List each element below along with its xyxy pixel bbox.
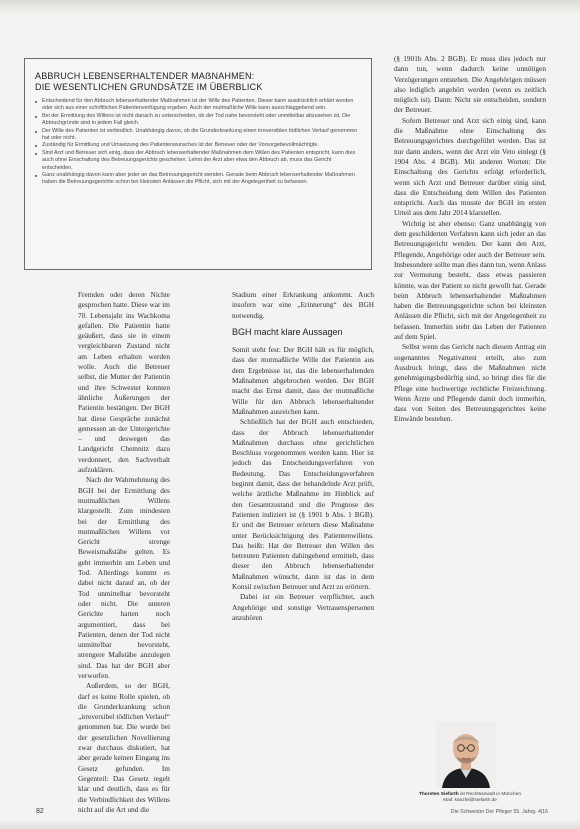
summary-box-title-line1: ABBRUCH LEBENSERHALTENDER MAẞNAHMEN: <box>35 71 255 81</box>
author-name: Thorsten Siefarth <box>418 792 459 797</box>
paragraph: Somit steht fest: Der BGH hält es für möglich, dass der mutmaßliche Wille der Patientin aus dem Ergebnisse ist, das die lebenserhaltenden Maßnahmen abgebrochen werden. Der BGH macht das Ernst damit, dass der mutmaßliche Wille für den Abbruch lebenserhaltender Maßnahmen ausreichen kann. <box>232 345 374 416</box>
summary-item: ■ Zuständig für Ermittlung und Umsetzung des Patientenwunsches ist der Betreuer oder der Vorsorgebevollmächtigte. <box>35 142 361 149</box>
author-caption <box>404 792 536 804</box>
author-photo <box>436 722 496 788</box>
author-contact: Mail: kanzlei@siefarth.de <box>443 798 497 804</box>
scan-shadow-bottom <box>0 819 580 829</box>
author-role: ist Rechtsanwalt in München <box>460 792 522 797</box>
paragraph: Fremden oder deren Nichte gesprochen hatte. Diese war im 70. Lebensjahr ins Wachkoma gefallen. Die Patientin hatte geäußert, dass sie in einem vergleichbaren Zustand nicht am Leben erhalten werden wolle. Auch die Betreuer selbst, die Mutter der Patientin und ihre Schwester konnten ähnliche Äußerungen der Patientin bestätigen. Der BGH hat diese Gespräche zunächst gemessen an der Untergerichte – und deswegen das Landgericht Chemnitz dazu verdonnert, den Sachverhalt aufzuklären. <box>78 290 170 475</box>
paragraph: (§ 1901b Abs. 2 BGB). Er muss dies jedoch nur dann tun, wenn dadurch keine unnötigen Verzögerungen entstehen. Die Angehörigen müssen also lediglich angehört werden (wenn es zeitlich möglich ist). Dann: Nicht sie entscheiden, sondern der Betreuer. <box>394 54 546 115</box>
paragraph: Schließlich hat der BGH auch entschieden, dass der Abbruch lebenserhaltender Maßnahmen durchaus ohne gerichtlichen Beschluss vorgenommen werden kann. Hier ist jedoch das Entscheidungsverfahren von Bedeutung. Das Entscheidungsverfahren beginnt damit, dass der behandelnde Arzt prüft, welche ärztliche Maßnahme im Hinblick auf den Gesamtzustand und die Prognose des Patienten indiziert ist (§ 1901 b Abs. 1 BGB). Er und der Betreuer erörtern diese Maßnahme unter Berücksichtigung des Patientenwillens. Das heißt: Hat der Betreuer den Willen des betreuten Patienten dahingehend ermittelt, dass dieser den Abbruch lebenserhaltender Maßnahmen wünscht, dann ist das in dem Konsil zwischen Betreuer und Arzt zu erörtern. <box>232 417 374 592</box>
summary-item: ■ Der Wille des Patienten ist verbindlich. Unabhängig davon, ob die Grunderkrankung einen irreversiblen tödlichen Verlauf genommen hat oder nicht. <box>35 128 361 143</box>
summary-item: ■ Entscheidend für den Abbruch lebenserhaltender Maßnahmen ist der Wille des Patienten. Dieser kann ausdrücklich erklärt worden oder sich aus einer schriftlichen Patientenverfügung ergeben. Auch der mutmaßliche Wille kann ausschlaggebend sein. <box>35 98 361 113</box>
article-column-2 <box>232 290 374 623</box>
summary-box-title-line2: DIE WESENTLICHEN GRUNDSÄTZE IM ÜBERBLICK <box>35 82 263 92</box>
summary-item: ■ Bei der Ermittlung des Willens ist nicht danach zu unterscheiden, ob der Tod nahe bevorsteht oder unmittelbar abzusehen ist. Die Abbruchgründe sind in jedem Fall gleich. <box>35 113 361 128</box>
section-heading: BGH macht klare Aussagen <box>232 326 343 337</box>
paragraph: Nach der Wahrnehmung des BGH bei der Ermittlung des mutmaßlichen Willens klargestellt. Zum mindesten bei der Ermittlung des mutmaßlichen Willens vor Gericht strenge Beweismaßstäbe gelten. Es geht immerhin um Leben und Tod. Allerdings kommt es dabei nicht darauf an, ob der Tod unmittelbar bevorsteht oder nicht. Die unteren Gerichte hatten noch argumentiert, dass bei Patienten, denen der Tod nicht unmittelbar bevorsteht, strengere Maßstäbe anzulegen sind. Das hat der BGH aber verworfen. <box>78 475 170 680</box>
paragraph: Sofern Betreuer und Arzt sich einig sind, kann die Maßnahme ohne Einschaltung des Betreuungsgerichtes durchgeführt werden. Das ist nur dann anders, wenn der Arzt ein Veto einlegt (§ 1904 Abs. 4 BGB). Mit anderen Worten: Die Einschaltung des Gerichts erfolgt erforderlich, wenn sich Arzt und Betreuer darüber einig sind, dass die Entscheidung dem Willen des Patienten entspricht. Auch das musste der BGH im ersten Urteil aus dem Jahr 2014 klarstellen. <box>394 115 546 218</box>
summary-list <box>35 98 361 187</box>
article-column-1 <box>78 290 170 815</box>
paragraph: Dabei ist ein Betreuer verpflichtet, auch Angehörige und sonstige Vertrauenspersonen anzuhören <box>232 592 374 622</box>
paragraph: Wichtig ist aber ebenso: Ganz unabhängig von dem geschilderten Verfahren kann sich jeder an das Betreuungsgericht wenden. Der kann den Arzt, Pflegende, Angehörige oder auch der Betreuer sein. Insbesondere sollte man dies dann tun, wenn Anlass zur Vermutung besteht, dass etwas passieren könnte, was der Patient so nicht gewollt hat. Gerade beim Abbruch lebenserhaltender Maßnahmen haben die Betreuungsgerichte schon bei kleinsten Anlässen die Pflicht, sich mit der Angelegenheit zu befassen. Immerhin steht das Leben der Patienten auf dem Spiel. <box>394 218 546 342</box>
summary-item: ■ Ganz unabhängig davon kann aber jeder an das Betreuungsgericht wenden. Gerade beim Abbruch lebenserhaltender Maßnahmen haben die Betreuungsgerichte schon bei kleinsten Anlässen die Pflicht, sich mit der Angelegenheit zu befassen. <box>35 172 361 187</box>
paragraph: Stadium einer Erkrankung ankommt. Auch insofern war eine „Erinnerung“ des BGH notwendig. <box>232 290 374 320</box>
article-column-3 <box>394 54 546 425</box>
summary-item: ■ Sind Arzt und Betreuer sich einig, dass der Abbruch lebenserhaltender Maßnahmen dem Willen des Patienten entspricht, kann dies auch ohne Einschaltung des Betreuungsgerichts geschehen. Lehnt der Arzt aber etwa den Abbruch ab, muss das Gericht entscheiden. <box>35 150 361 172</box>
paragraph: Selbst wenn das Gericht nach diesem Antrag ein sogenanntes Negativattest erteilt, also zum Ausdruck bringt, dass die Maßnahmen nicht genehmigungsbedürftig sind, so bringt dies für die Pflege eine hochwertige rechtliche Freizeichnung. Wenn Ärzte und Pflegende damit doch immerhin, dass von Seiten des Betreuungsgerichtes keine Einwände bestehen. <box>394 342 546 424</box>
scan-shadow-top <box>0 0 580 14</box>
page-number: 82 <box>36 808 44 815</box>
paragraph: Außerdem, so der BGH, darf es keine Rolle spielen, ob die Grunderkrankung schon „irreversibel tödlichen Verlauf“ genommen hat. Die wurde bei der gesetzlichen Novellierung zwar durchaus diskutiert, hat aber gerade keinen Eingang ins Gesetz gefunden. Im Gegenteil: Das Gesetz regelt klar und deutlich, dass es für die Verbindlichkeit des Willens nicht auf die Art und die <box>78 681 170 814</box>
summary-box-title <box>35 71 361 93</box>
journal-footer: Die Schwester Der Pfleger 55. Jahrg. 4|16 <box>450 809 548 815</box>
summary-box <box>24 58 372 270</box>
